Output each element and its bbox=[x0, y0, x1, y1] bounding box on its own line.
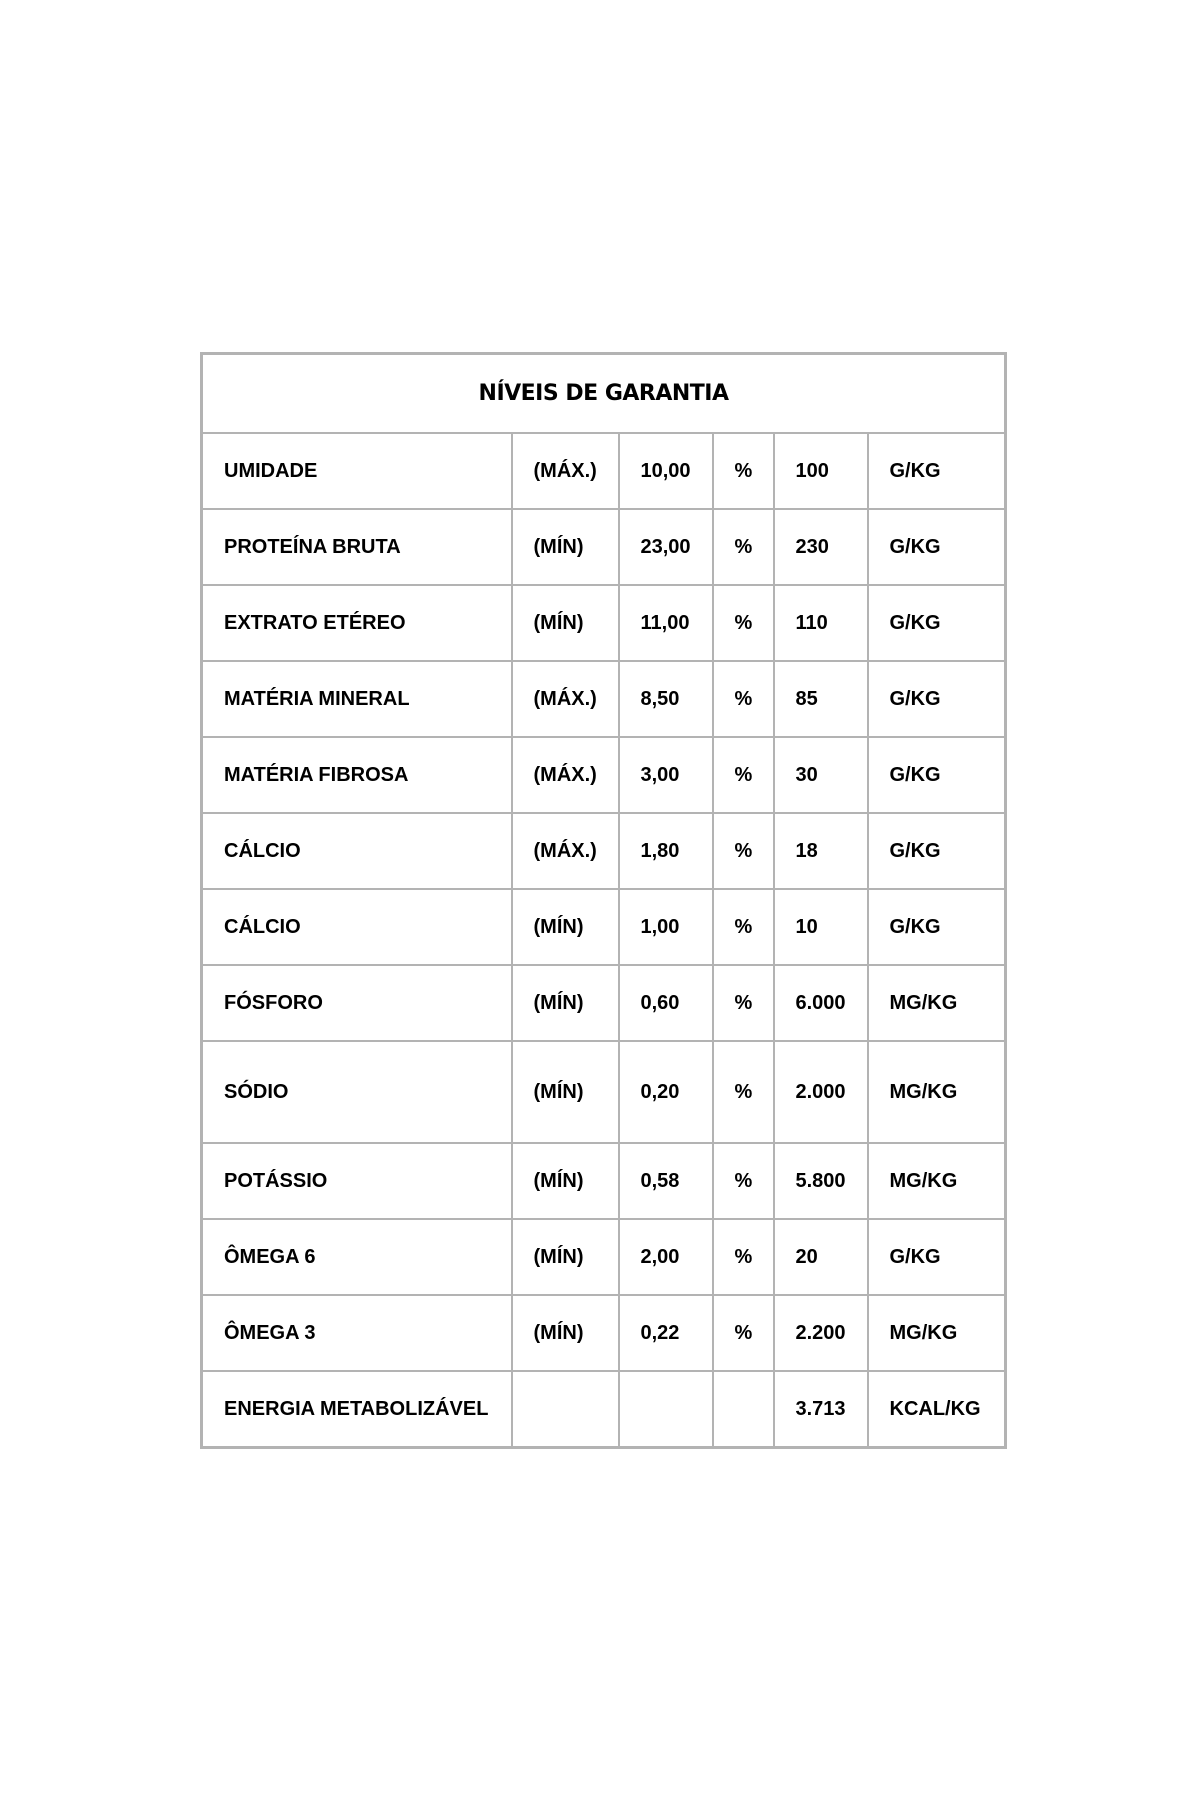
percent-symbol: % bbox=[713, 889, 774, 965]
guarantee-table-container bbox=[200, 352, 1004, 1449]
percent-symbol: % bbox=[713, 433, 774, 509]
limit-type: (MÁX.) bbox=[512, 737, 619, 813]
percent-value: 1,80 bbox=[619, 813, 713, 889]
percent-value: 0,60 bbox=[619, 965, 713, 1041]
table-row bbox=[202, 585, 1006, 661]
nutrient-name: POTÁSSIO bbox=[202, 1143, 512, 1219]
nutrient-name: EXTRATO ETÉREO bbox=[202, 585, 512, 661]
table-row bbox=[202, 433, 1006, 509]
percent-symbol: % bbox=[713, 1219, 774, 1295]
percent-symbol bbox=[713, 1371, 774, 1448]
limit-type: (MÍN) bbox=[512, 1295, 619, 1371]
limit-type: (MÁX.) bbox=[512, 813, 619, 889]
amount-unit: G/KG bbox=[868, 433, 1006, 509]
percent-value: 11,00 bbox=[619, 585, 713, 661]
amount-value: 100 bbox=[774, 433, 868, 509]
amount-unit: G/KG bbox=[868, 509, 1006, 585]
amount-unit: G/KG bbox=[868, 813, 1006, 889]
percent-value: 23,00 bbox=[619, 509, 713, 585]
limit-type: (MÁX.) bbox=[512, 661, 619, 737]
percent-value: 8,50 bbox=[619, 661, 713, 737]
table-row bbox=[202, 1041, 1006, 1143]
amount-value: 2.000 bbox=[774, 1041, 868, 1143]
percent-symbol: % bbox=[713, 1143, 774, 1219]
percent-value: 0,58 bbox=[619, 1143, 713, 1219]
nutrient-name: PROTEÍNA BRUTA bbox=[202, 509, 512, 585]
percent-symbol: % bbox=[713, 965, 774, 1041]
amount-value: 30 bbox=[774, 737, 868, 813]
amount-value: 230 bbox=[774, 509, 868, 585]
limit-type: (MÍN) bbox=[512, 889, 619, 965]
nutrient-name: MATÉRIA FIBROSA bbox=[202, 737, 512, 813]
amount-value: 18 bbox=[774, 813, 868, 889]
amount-unit: G/KG bbox=[868, 585, 1006, 661]
nutrient-name: SÓDIO bbox=[202, 1041, 512, 1143]
amount-unit: G/KG bbox=[868, 737, 1006, 813]
limit-type: (MÍN) bbox=[512, 965, 619, 1041]
limit-type: (MÍN) bbox=[512, 1219, 619, 1295]
limit-type: (MÍN) bbox=[512, 509, 619, 585]
limit-type bbox=[512, 1371, 619, 1448]
percent-symbol: % bbox=[713, 737, 774, 813]
amount-value: 2.200 bbox=[774, 1295, 868, 1371]
nutrient-name: ÔMEGA 3 bbox=[202, 1295, 512, 1371]
amount-unit: G/KG bbox=[868, 661, 1006, 737]
percent-value: 3,00 bbox=[619, 737, 713, 813]
amount-value: 6.000 bbox=[774, 965, 868, 1041]
percent-symbol: % bbox=[713, 1041, 774, 1143]
table-row bbox=[202, 889, 1006, 965]
amount-unit: MG/KG bbox=[868, 1041, 1006, 1143]
amount-value: 10 bbox=[774, 889, 868, 965]
amount-unit: MG/KG bbox=[868, 1143, 1006, 1219]
table-row bbox=[202, 965, 1006, 1041]
percent-symbol: % bbox=[713, 509, 774, 585]
amount-value: 85 bbox=[774, 661, 868, 737]
amount-value: 110 bbox=[774, 585, 868, 661]
nutrient-name: UMIDADE bbox=[202, 433, 512, 509]
table-title: NÍVEIS DE GARANTIA bbox=[202, 354, 1006, 434]
amount-unit: G/KG bbox=[868, 889, 1006, 965]
table-row bbox=[202, 661, 1006, 737]
percent-value: 10,00 bbox=[619, 433, 713, 509]
percent-symbol: % bbox=[713, 585, 774, 661]
percent-value bbox=[619, 1371, 713, 1448]
percent-value: 1,00 bbox=[619, 889, 713, 965]
nutrient-name: CÁLCIO bbox=[202, 889, 512, 965]
amount-value: 20 bbox=[774, 1219, 868, 1295]
amount-unit: MG/KG bbox=[868, 965, 1006, 1041]
table-row bbox=[202, 1371, 1006, 1448]
nutrient-name: CÁLCIO bbox=[202, 813, 512, 889]
limit-type: (MÍN) bbox=[512, 1143, 619, 1219]
table-row bbox=[202, 1219, 1006, 1295]
table-row bbox=[202, 1295, 1006, 1371]
nutrient-name: MATÉRIA MINERAL bbox=[202, 661, 512, 737]
limit-type: (MÍN) bbox=[512, 585, 619, 661]
amount-unit: G/KG bbox=[868, 1219, 1006, 1295]
percent-value: 0,22 bbox=[619, 1295, 713, 1371]
percent-symbol: % bbox=[713, 661, 774, 737]
nutrient-name: ÔMEGA 6 bbox=[202, 1219, 512, 1295]
guarantee-levels-table bbox=[200, 352, 1007, 1449]
amount-value: 3.713 bbox=[774, 1371, 868, 1448]
limit-type: (MÍN) bbox=[512, 1041, 619, 1143]
table-row bbox=[202, 1143, 1006, 1219]
nutrient-name: FÓSFORO bbox=[202, 965, 512, 1041]
table-row bbox=[202, 737, 1006, 813]
percent-value: 0,20 bbox=[619, 1041, 713, 1143]
amount-unit: KCAL/KG bbox=[868, 1371, 1006, 1448]
percent-value: 2,00 bbox=[619, 1219, 713, 1295]
table-row bbox=[202, 813, 1006, 889]
nutrient-name: ENERGIA METABOLIZÁVEL bbox=[202, 1371, 512, 1448]
amount-value: 5.800 bbox=[774, 1143, 868, 1219]
limit-type: (MÁX.) bbox=[512, 433, 619, 509]
table-header-row bbox=[202, 354, 1006, 434]
percent-symbol: % bbox=[713, 813, 774, 889]
table-row bbox=[202, 509, 1006, 585]
percent-symbol: % bbox=[713, 1295, 774, 1371]
amount-unit: MG/KG bbox=[868, 1295, 1006, 1371]
